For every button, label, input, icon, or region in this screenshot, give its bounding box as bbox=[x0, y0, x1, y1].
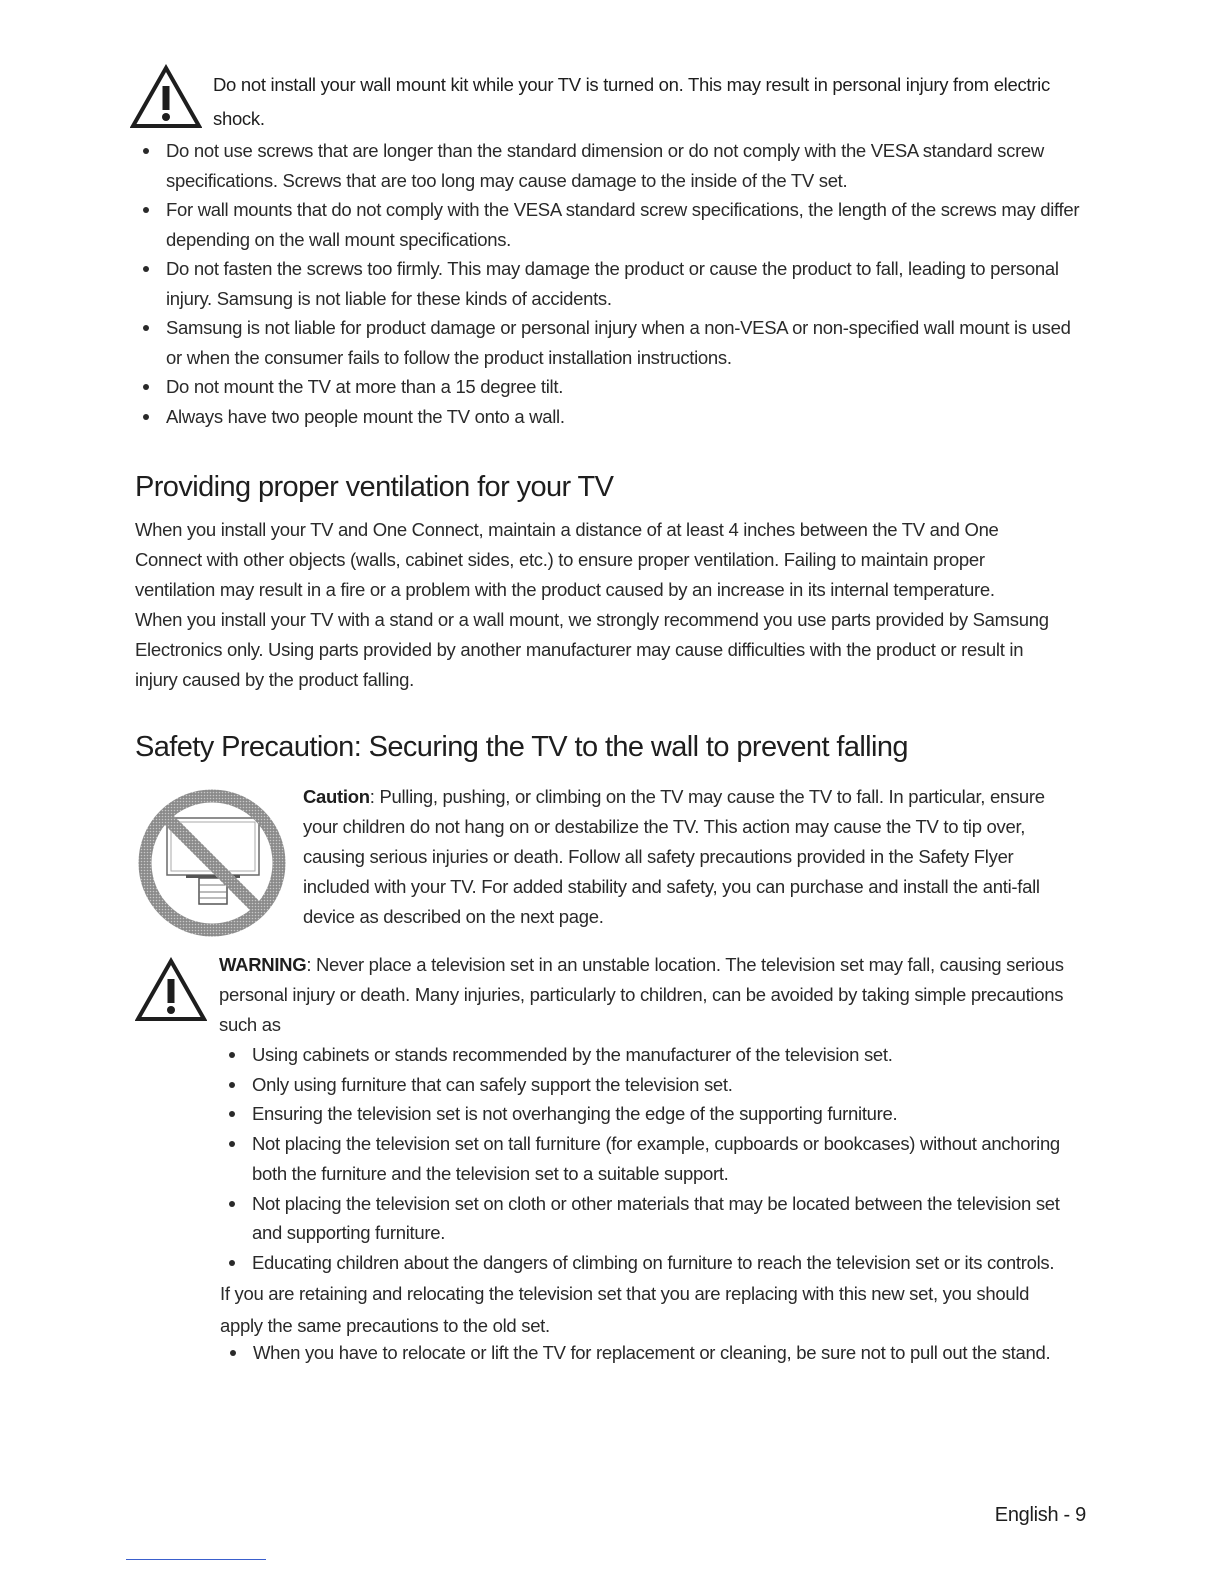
precautions-list bbox=[222, 1040, 1082, 1278]
list-item: Do not fasten the screws too firmly. This may damage the product or cause the product to fall, leading to personal injury. Samsung is not liable for these kinds of accidents. bbox=[136, 254, 1086, 313]
warning-icon bbox=[135, 957, 207, 1023]
warning-icon bbox=[130, 64, 202, 130]
list-item: When you have to relocate or lift the TV for replacement or cleaning, be sure not to pull out the stand. bbox=[223, 1338, 1083, 1368]
list-item: Only using furniture that can safely support the television set. bbox=[222, 1070, 1082, 1100]
list-item: Ensuring the television set is not overhanging the edge of the supporting furniture. bbox=[222, 1099, 1082, 1129]
safety-heading: Safety Precaution: Securing the TV to the wall to prevent falling bbox=[135, 731, 908, 763]
list-item: For wall mounts that do not comply with the VESA standard screw specifications, the length of the screws may differ depending on the wall mount specifications. bbox=[136, 195, 1086, 254]
list-item: Not placing the television set on cloth or other materials that may be located between the television set and supporting furniture. bbox=[222, 1189, 1082, 1248]
ventilation-body bbox=[135, 515, 1065, 695]
retaining-paragraph: If you are retaining and relocating the television set that you are replacing with this new set, you should apply the same precautions to the old set. bbox=[220, 1283, 1030, 1336]
caution-label: Caution bbox=[303, 786, 370, 807]
ventilation-paragraph: When you install your TV with a stand or a wall mount, we strongly recommend you use parts provided by Samsung Electronics only. Using parts provided by another manufacturer may cause difficulties with the product or result in injury caused by the product falling. bbox=[135, 609, 1049, 690]
no-climbing-illustration bbox=[134, 785, 290, 941]
relocate-list bbox=[223, 1338, 1083, 1368]
list-item: Always have two people mount the TV onto a wall. bbox=[136, 402, 1086, 432]
warning-text: : Never place a television set in an unstable location. The television set may fall, causing serious personal injury or death. Many injuries, particularly to children, can be avoided by taking simple precautions such as bbox=[219, 954, 1064, 1035]
warning-paragraph bbox=[219, 950, 1079, 1040]
list-item: Do not mount the TV at more than a 15 degree tilt. bbox=[136, 372, 1086, 402]
ventilation-heading: Providing proper ventilation for your TV bbox=[135, 471, 614, 503]
caution-paragraph bbox=[303, 782, 1073, 932]
list-item: Using cabinets or stands recommended by the manufacturer of the television set. bbox=[222, 1040, 1082, 1070]
page-number: English - 9 bbox=[994, 1504, 1086, 1526]
list-item: Do not use screws that are longer than the standard dimension or do not comply with the VESA standard screw specifications. Screws that are too long may cause damage to the inside of the TV set. bbox=[136, 136, 1086, 195]
top-warning-text: Do not install your wall mount kit while your TV is turned on. This may result in personal injury from electric shock. bbox=[213, 74, 1050, 129]
ventilation-paragraph: When you install your TV and One Connect, maintain a distance of at least 4 inches between the TV and One Connect with other objects (walls, cabinet sides, etc.) to ensure proper ventilation. Failing to maintain proper ventilation may result in a fire or a problem with the product caused by an increase in its internal temperature. bbox=[135, 519, 999, 600]
list-item: Not placing the television set on tall furniture (for example, cupboards or bookcases) without anchoring both the furniture and the television set to a suitable support. bbox=[222, 1129, 1082, 1188]
caution-text: : Pulling, pushing, or climbing on the TV may cause the TV to fall. In particular, ensure your children do not hang on or destabilize the TV. This action may cause the TV to tip over, causing serious injuries or death. Follow all safety precautions provided in the Safety Flyer included with your TV. For added stability and safety, you can purchase and install the anti-fall device as described on the next page. bbox=[303, 786, 1045, 927]
footer-divider bbox=[126, 1559, 266, 1560]
warning-label: WARNING bbox=[219, 954, 307, 975]
wall-mount-list bbox=[136, 136, 1086, 431]
list-item: Educating children about the dangers of climbing on furniture to reach the television set or its controls. bbox=[222, 1248, 1082, 1278]
list-item: Samsung is not liable for product damage or personal injury when a non-VESA or non-specified wall mount is used or when the consumer fails to follow the product installation instructions. bbox=[136, 313, 1086, 372]
